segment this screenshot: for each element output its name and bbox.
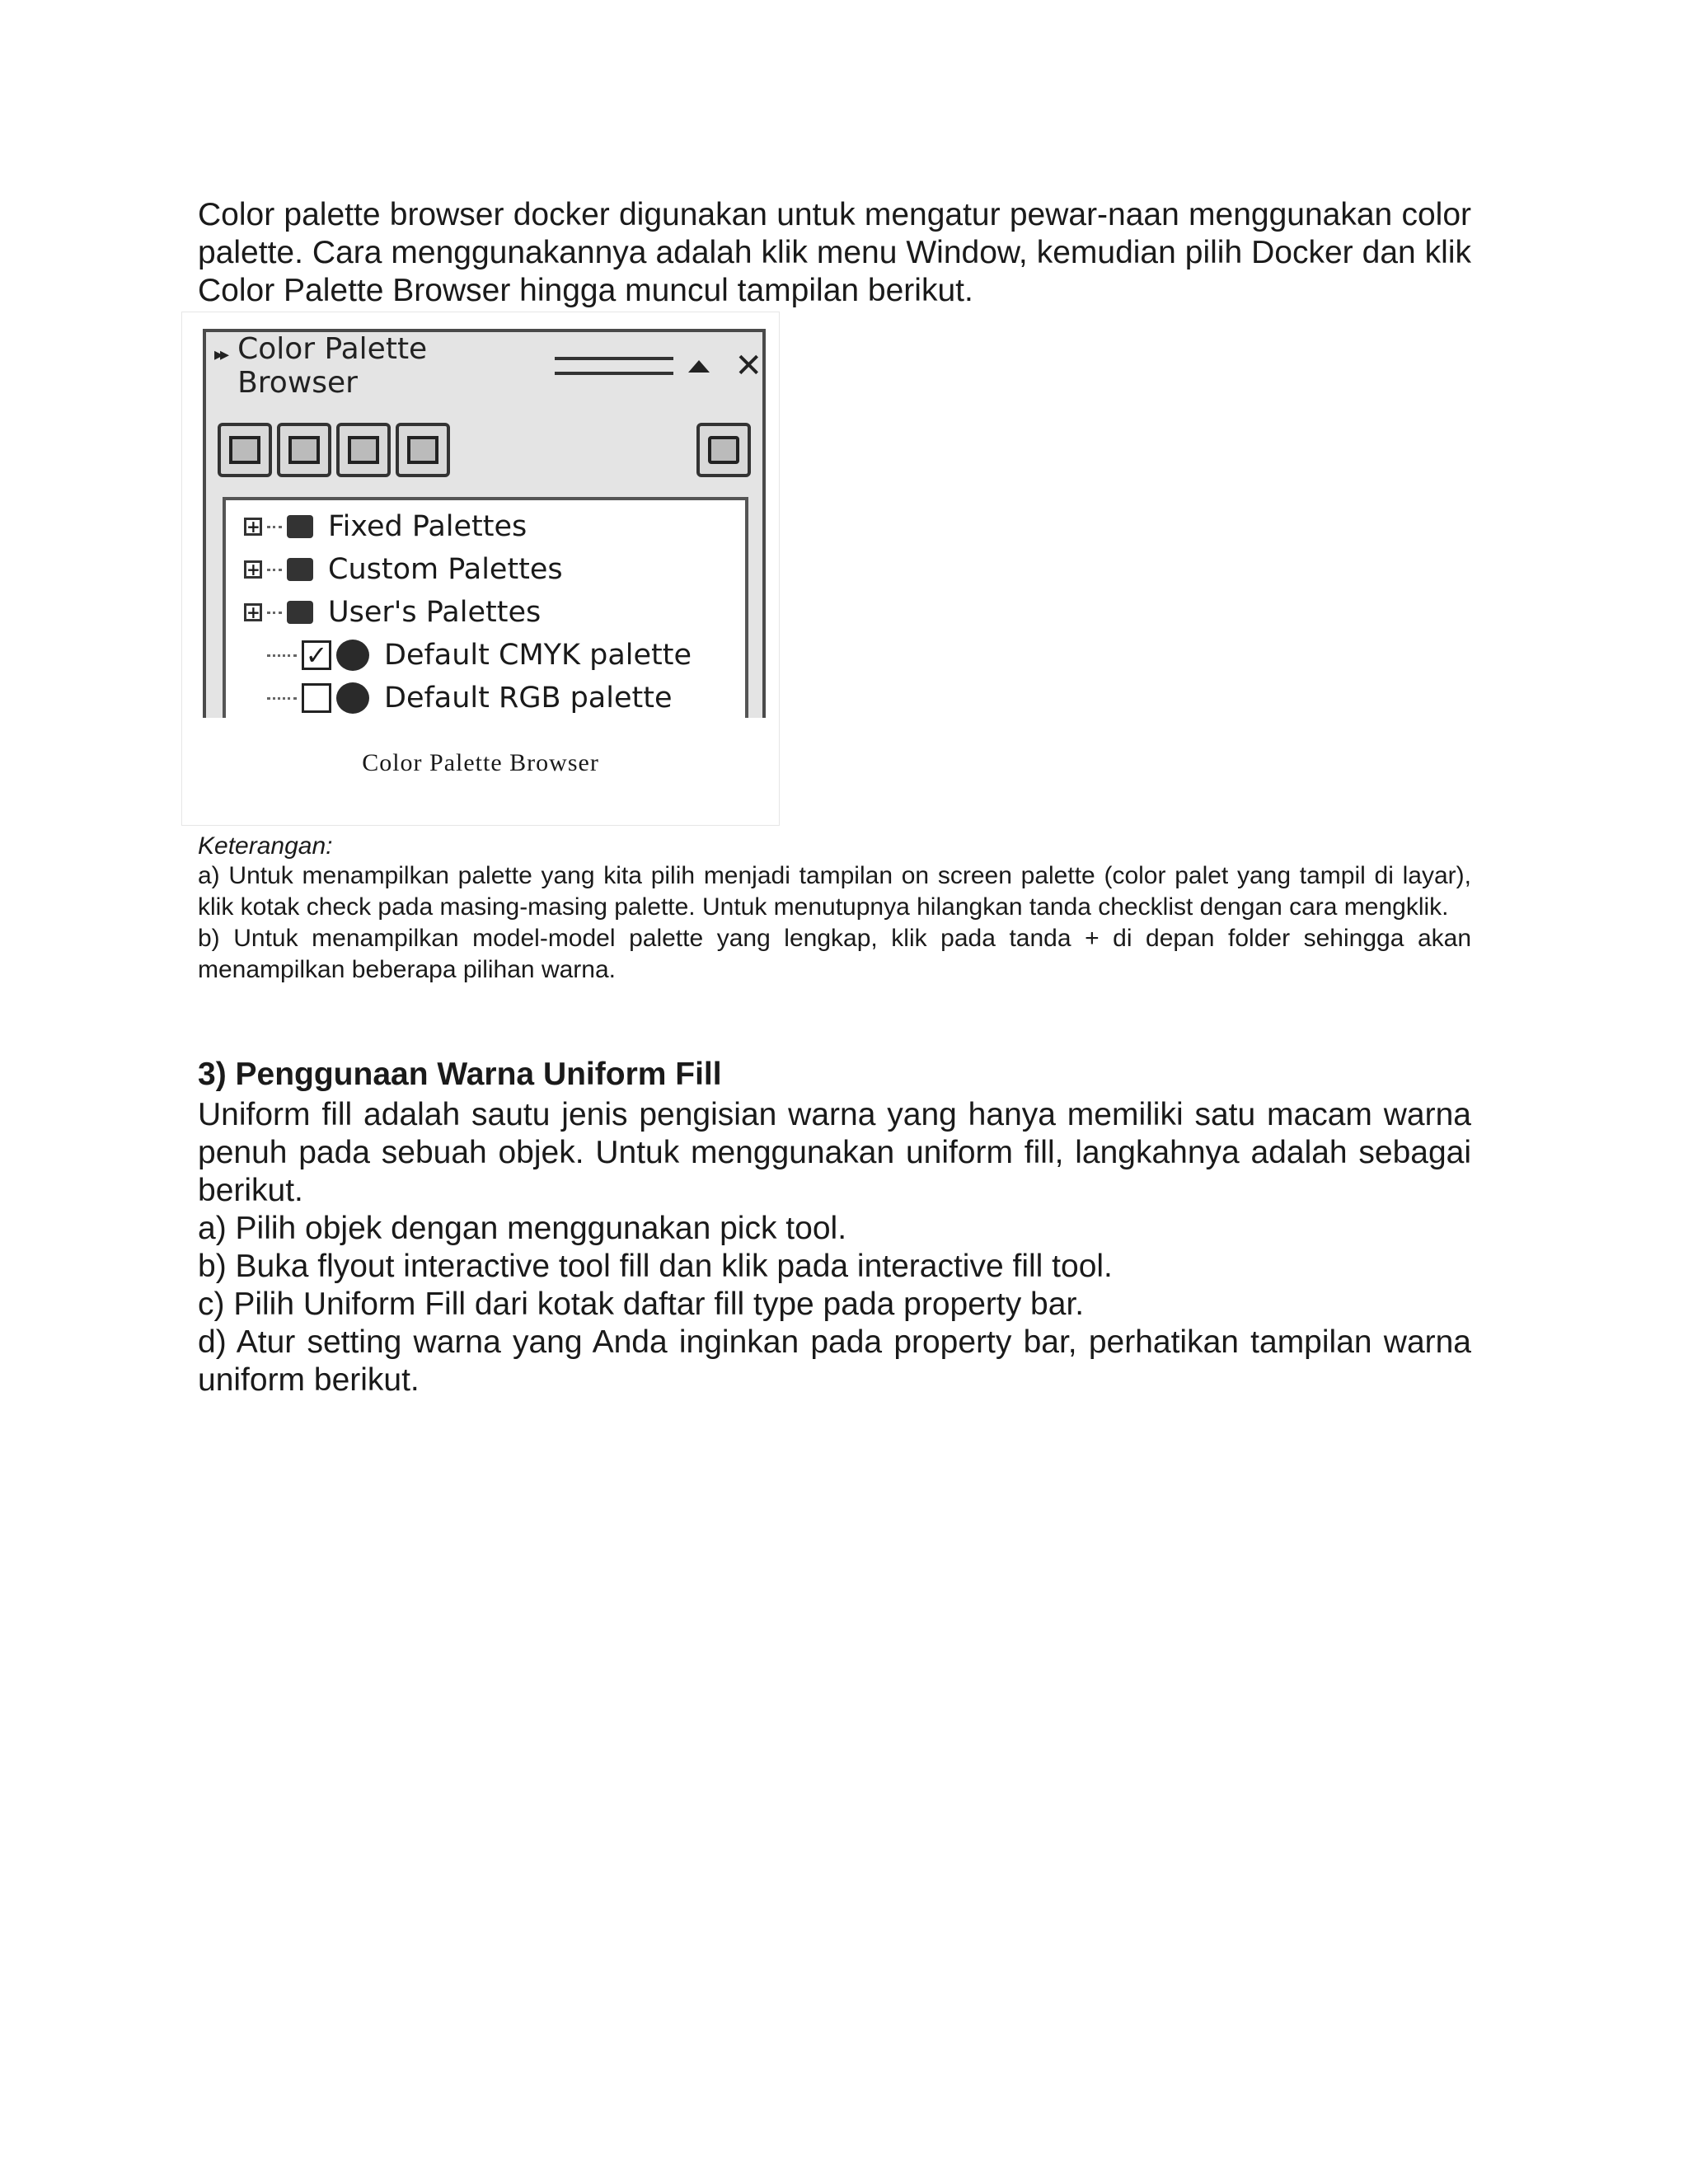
tree-item-label: Custom Palettes — [328, 553, 563, 586]
new-palette-button[interactable] — [218, 423, 272, 477]
keterangan-section — [198, 832, 1471, 986]
step-c: c) Pilih Uniform Fill dari kotak daftar fill type pada property bar. — [198, 1286, 1085, 1322]
open-folder-icon — [708, 436, 739, 464]
expand-plus-icon[interactable]: + — [244, 560, 262, 579]
palette-editor-button[interactable] — [396, 423, 450, 477]
docker-title: Color Palette Browser — [237, 332, 428, 400]
tree-connector — [267, 526, 282, 528]
tree-connector — [267, 612, 282, 614]
tree-item-default-rgb[interactable] — [262, 677, 673, 718]
docker-titlebar — [206, 332, 762, 400]
folder-icon — [287, 601, 313, 624]
tree-item-default-cmyk[interactable] — [262, 634, 692, 677]
keterangan-item-b: b) Untuk menampilkan model-model palette yang lengkap, klik pada tanda + di depan folder sehingga akan menampilkan beberapa pilihan warna. — [198, 925, 1471, 983]
step-a: a) Pilih objek dengan menggunakan pick tool. — [198, 1211, 847, 1246]
section-heading: 3) Penggunaan Warna Uniform Fill — [198, 1057, 722, 1092]
figure-caption: Color Palette Browser — [362, 749, 599, 776]
expand-plus-icon[interactable]: + — [244, 518, 262, 536]
docker-panel — [203, 329, 766, 718]
expand-plus-icon[interactable]: + — [244, 603, 262, 621]
checkbox-cmyk[interactable]: ✓ — [302, 640, 331, 670]
tree-connector — [267, 697, 297, 700]
keterangan-title: Keterangan: — [198, 832, 333, 860]
open-palette-button[interactable] — [696, 423, 751, 477]
collapse-arrow-icon[interactable] — [688, 360, 710, 373]
tree-connector — [267, 569, 282, 571]
tree-item-label: User's Palettes — [328, 596, 542, 629]
new-palette-icon — [229, 436, 260, 464]
keterangan-item-a: a) Untuk menampilkan palette yang kita pilih menjadi tampilan on screen palette (color palet yang tampil di layar), klik kotak check pada masing-masing palette. Untuk menutupnya hilangkan tanda checklist dengan cara mengklik. — [198, 862, 1471, 921]
tree-item-label: Default RGB palette — [384, 682, 673, 715]
palette-tree — [223, 497, 748, 718]
docker-toolbar — [218, 423, 751, 482]
tree-connector — [267, 654, 297, 657]
section-3 — [198, 1057, 1471, 1399]
close-icon[interactable]: ✕ — [734, 347, 762, 385]
expand-arrows-icon[interactable]: ▸▸ — [214, 344, 227, 365]
palette-icon — [336, 682, 369, 714]
step-b: b) Buka flyout interactive tool fill dan klik pada interactive fill tool. — [198, 1249, 1113, 1284]
palette-button-2[interactable] — [277, 423, 331, 477]
tree-item-users-palettes[interactable] — [226, 591, 541, 634]
tree-item-custom-palettes[interactable] — [226, 548, 563, 591]
tree-item-label: Default CMYK palette — [384, 639, 692, 672]
grip-icon[interactable] — [555, 357, 673, 375]
tree-item-label: Fixed Palettes — [328, 510, 528, 543]
intro-paragraph: Color palette browser docker digunakan untuk mengatur pewar-naan menggunakan color palette. Cara menggunakannya adalah klik menu Window, kemudian pilih Docker dan klik Color Palette Browser hingga muncul tampilan berikut. — [198, 197, 1471, 308]
folder-icon — [287, 515, 313, 538]
palette-editor-icon — [407, 436, 438, 464]
palette-icon — [288, 436, 320, 464]
folder-icon — [287, 558, 313, 581]
tree-item-fixed-palettes[interactable] — [226, 505, 527, 548]
step-d: d) Atur setting warna yang Anda inginkan pada property bar, perhatikan tampilan warna uniform berikut. — [198, 1324, 1471, 1398]
palette-icon — [348, 436, 379, 464]
document-body — [198, 196, 1471, 310]
palette-button-3[interactable] — [336, 423, 391, 477]
palette-icon — [336, 640, 369, 671]
figure-color-palette-browser — [181, 312, 780, 826]
checkbox-rgb[interactable] — [302, 683, 331, 713]
section-body: Uniform fill adalah sautu jenis pengisian warna yang hanya memiliki satu macam warna penuh pada sebuah objek. Untuk menggunakan uniform fill, langkahnya adalah sebagai berikut. — [198, 1097, 1471, 1208]
